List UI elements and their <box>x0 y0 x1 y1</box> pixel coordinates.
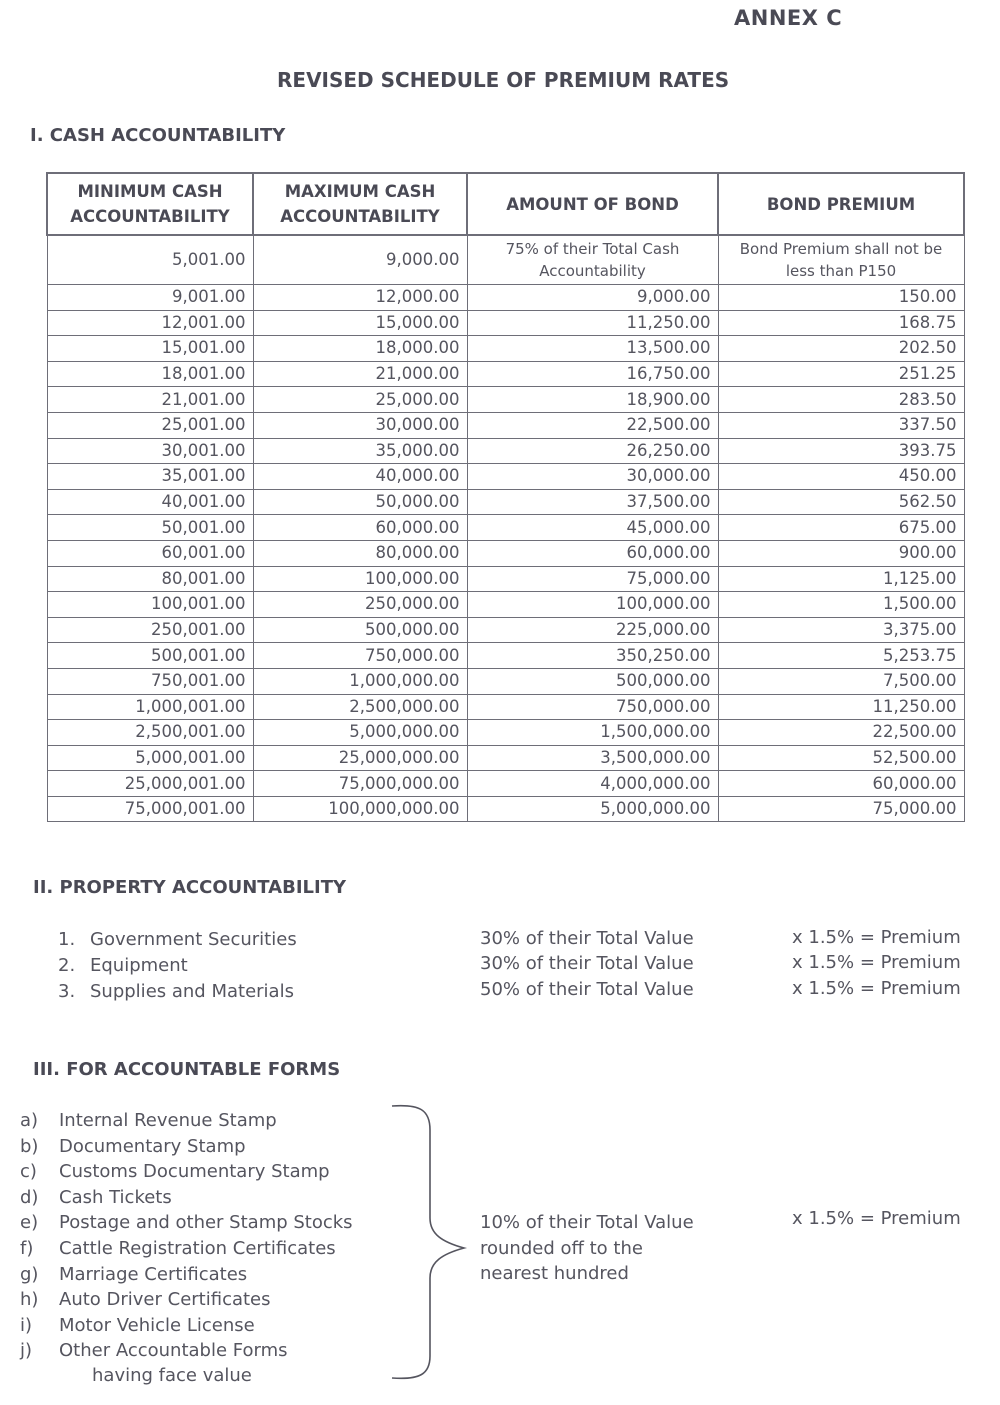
cell-minimum: 25,000,001.00 <box>47 771 253 797</box>
cell-maximum: 30,000.00 <box>253 412 467 438</box>
cell-bond-amount: 11,250.00 <box>467 310 718 336</box>
property-item-premium: x 1.5% = Premium <box>792 927 961 948</box>
cell-bond-amount: 16,750.00 <box>467 361 718 387</box>
cell-bond-premium: 150.00 <box>718 285 964 311</box>
cell-bond-premium: 3,375.00 <box>718 617 964 643</box>
cell-minimum: 5,001.00 <box>47 235 253 285</box>
cell-bond-amount: 45,000.00 <box>467 515 718 541</box>
cell-bond-premium: 168.75 <box>718 310 964 336</box>
cell-bond-premium: 11,250.00 <box>718 694 964 720</box>
form-item-letter: b) <box>20 1136 39 1157</box>
cell-maximum: 75,000,000.00 <box>253 771 467 797</box>
cell-bond-premium: 1,500.00 <box>718 592 964 618</box>
table-row <box>47 592 964 618</box>
table-row <box>47 566 964 592</box>
cell-bond-amount: 26,250.00 <box>467 438 718 464</box>
form-item-sublabel: having face value <box>92 1365 252 1386</box>
cell-minimum: 2,500,001.00 <box>47 720 253 746</box>
section-heading-cash: I. CASH ACCOUNTABILITY <box>30 125 286 146</box>
right-curly-brace <box>380 1100 470 1384</box>
property-item-label: Government Securities <box>90 929 297 950</box>
table-row <box>47 438 964 464</box>
section-heading-forms: III. FOR ACCOUNTABLE FORMS <box>33 1059 341 1080</box>
forms-value-line: 10% of their Total Value <box>480 1212 694 1233</box>
column-header-maximum: MAXIMUM CASH ACCOUNTABILITY <box>253 173 467 235</box>
cell-bond-amount: 75% of their Total Cash Accountability <box>467 235 718 285</box>
cell-maximum: 80,000.00 <box>253 540 467 566</box>
forms-value-text <box>480 1210 740 1287</box>
table-row <box>47 745 964 771</box>
form-item-label: Documentary Stamp <box>59 1136 246 1157</box>
cell-maximum: 50,000.00 <box>253 489 467 515</box>
cell-bond-premium: 900.00 <box>718 540 964 566</box>
annex-label: ANNEX C <box>734 6 843 30</box>
cell-minimum: 12,001.00 <box>47 310 253 336</box>
property-item-label: Equipment <box>90 955 188 976</box>
cell-bond-amount: 60,000.00 <box>467 540 718 566</box>
cell-bond-amount: 18,900.00 <box>467 387 718 413</box>
form-item-letter: e) <box>20 1212 39 1233</box>
cell-bond-premium: 75,000.00 <box>718 796 964 822</box>
cell-minimum: 25,001.00 <box>47 412 253 438</box>
cell-bond-premium: 5,253.75 <box>718 643 964 669</box>
cell-bond-amount: 13,500.00 <box>467 336 718 362</box>
cell-bond-amount: 9,000.00 <box>467 285 718 311</box>
form-item-label: Cattle Registration Certificates <box>59 1238 336 1259</box>
cell-bond-amount: 75,000.00 <box>467 566 718 592</box>
cell-minimum: 100,001.00 <box>47 592 253 618</box>
cell-bond-amount: 100,000.00 <box>467 592 718 618</box>
cell-bond-amount: 22,500.00 <box>467 412 718 438</box>
cell-minimum: 250,001.00 <box>47 617 253 643</box>
table-row <box>47 540 964 566</box>
cell-bond-amount: 500,000.00 <box>467 668 718 694</box>
cell-bond-premium: 60,000.00 <box>718 771 964 797</box>
form-item-letter: h) <box>20 1289 39 1310</box>
cell-minimum: 750,001.00 <box>47 668 253 694</box>
cell-minimum: 30,001.00 <box>47 438 253 464</box>
cell-bond-amount: 37,500.00 <box>467 489 718 515</box>
form-item-label: Postage and other Stamp Stocks <box>59 1212 353 1233</box>
table-row <box>47 771 964 797</box>
cell-bond-premium: 251.25 <box>718 361 964 387</box>
cell-maximum: 250,000.00 <box>253 592 467 618</box>
cell-maximum: 1,000,000.00 <box>253 668 467 694</box>
cash-accountability-table <box>46 172 965 822</box>
section-heading-property: II. PROPERTY ACCOUNTABILITY <box>33 877 347 898</box>
cell-bond-amount: 3,500,000.00 <box>467 745 718 771</box>
property-item-number: 2. <box>58 955 76 976</box>
forms-value-line: rounded off to the <box>480 1237 643 1259</box>
column-header-bond-amount: AMOUNT OF BOND <box>467 173 718 235</box>
form-item-label: Other Accountable Forms <box>59 1340 288 1361</box>
cell-maximum: 100,000,000.00 <box>253 796 467 822</box>
cell-maximum: 40,000.00 <box>253 464 467 490</box>
form-item-letter: f) <box>20 1238 34 1259</box>
cell-minimum: 9,001.00 <box>47 285 253 311</box>
cell-maximum: 5,000,000.00 <box>253 720 467 746</box>
cell-bond-premium: 450.00 <box>718 464 964 490</box>
cell-maximum: 9,000.00 <box>253 235 467 285</box>
table-row <box>47 464 964 490</box>
document-title: REVISED SCHEDULE OF PREMIUM RATES <box>277 68 730 92</box>
cell-maximum: 25,000.00 <box>253 387 467 413</box>
table-row <box>47 310 964 336</box>
cell-minimum: 5,000,001.00 <box>47 745 253 771</box>
cell-minimum: 75,000,001.00 <box>47 796 253 822</box>
property-item-value: 30% of their Total Value <box>480 953 694 974</box>
cell-minimum: 50,001.00 <box>47 515 253 541</box>
cell-maximum: 25,000,000.00 <box>253 745 467 771</box>
form-item-letter: j) <box>20 1340 33 1361</box>
property-item-value: 50% of their Total Value <box>480 979 694 1000</box>
cell-minimum: 1,000,001.00 <box>47 694 253 720</box>
cell-bond-premium: Bond Premium shall not be less than P150 <box>718 235 964 285</box>
table-row <box>47 643 964 669</box>
form-item-label: Motor Vehicle License <box>59 1315 255 1336</box>
form-item-letter: a) <box>20 1110 39 1131</box>
cell-maximum: 750,000.00 <box>253 643 467 669</box>
table-row <box>47 235 964 285</box>
cell-minimum: 21,001.00 <box>47 387 253 413</box>
cell-bond-premium: 675.00 <box>718 515 964 541</box>
cell-bond-premium: 52,500.00 <box>718 745 964 771</box>
cell-maximum: 21,000.00 <box>253 361 467 387</box>
property-item-label: Supplies and Materials <box>90 981 294 1002</box>
cell-bond-amount: 1,500,000.00 <box>467 720 718 746</box>
forms-premium: x 1.5% = Premium <box>792 1208 961 1229</box>
forms-value-line: nearest hundred <box>480 1263 629 1284</box>
form-item-label: Auto Driver Certificates <box>59 1289 271 1310</box>
property-item-premium: x 1.5% = Premium <box>792 978 961 999</box>
cell-bond-premium: 283.50 <box>718 387 964 413</box>
cell-maximum: 35,000.00 <box>253 438 467 464</box>
cell-maximum: 2,500,000.00 <box>253 694 467 720</box>
cell-bond-premium: 1,125.00 <box>718 566 964 592</box>
table-row <box>47 515 964 541</box>
property-item-value: 30% of their Total Value <box>480 928 694 949</box>
cell-maximum: 100,000.00 <box>253 566 467 592</box>
column-header-bond-premium: BOND PREMIUM <box>718 173 964 235</box>
cell-bond-amount: 4,000,000.00 <box>467 771 718 797</box>
table-row <box>47 668 964 694</box>
cell-minimum: 500,001.00 <box>47 643 253 669</box>
cell-maximum: 60,000.00 <box>253 515 467 541</box>
property-item-premium: x 1.5% = Premium <box>792 952 961 973</box>
cell-minimum: 35,001.00 <box>47 464 253 490</box>
table-row <box>47 720 964 746</box>
property-item-number: 3. <box>58 981 76 1002</box>
table-row <box>47 796 964 822</box>
cell-minimum: 60,001.00 <box>47 540 253 566</box>
table-row <box>47 412 964 438</box>
form-item-letter: d) <box>20 1187 39 1208</box>
form-item-letter: g) <box>20 1264 39 1285</box>
table-row <box>47 336 964 362</box>
table-row <box>47 387 964 413</box>
form-item-letter: c) <box>20 1161 37 1182</box>
cell-bond-amount: 750,000.00 <box>467 694 718 720</box>
cell-bond-premium: 393.75 <box>718 438 964 464</box>
cell-bond-amount: 30,000.00 <box>467 464 718 490</box>
cell-minimum: 40,001.00 <box>47 489 253 515</box>
form-item-label: Customs Documentary Stamp <box>59 1161 330 1182</box>
form-item-label: Marriage Certificates <box>59 1264 248 1285</box>
cell-minimum: 80,001.00 <box>47 566 253 592</box>
cell-maximum: 15,000.00 <box>253 310 467 336</box>
cell-bond-premium: 7,500.00 <box>718 668 964 694</box>
cell-bond-premium: 202.50 <box>718 336 964 362</box>
cell-maximum: 18,000.00 <box>253 336 467 362</box>
form-item-label: Cash Tickets <box>59 1187 172 1208</box>
cell-minimum: 18,001.00 <box>47 361 253 387</box>
table-row <box>47 617 964 643</box>
table-row <box>47 489 964 515</box>
cell-maximum: 12,000.00 <box>253 285 467 311</box>
form-item-label: Internal Revenue Stamp <box>59 1110 277 1131</box>
cell-minimum: 15,001.00 <box>47 336 253 362</box>
cell-maximum: 500,000.00 <box>253 617 467 643</box>
form-item-letter: i) <box>20 1315 33 1336</box>
cell-bond-amount: 5,000,000.00 <box>467 796 718 822</box>
cell-bond-premium: 337.50 <box>718 412 964 438</box>
column-header-minimum: MINIMUM CASH ACCOUNTABILITY <box>47 173 253 235</box>
cell-bond-premium: 562.50 <box>718 489 964 515</box>
cell-bond-amount: 350,250.00 <box>467 643 718 669</box>
cell-bond-amount: 225,000.00 <box>467 617 718 643</box>
table-row <box>47 361 964 387</box>
table-row <box>47 694 964 720</box>
table-row <box>47 285 964 311</box>
property-item-number: 1. <box>58 929 76 950</box>
cell-bond-premium: 22,500.00 <box>718 720 964 746</box>
